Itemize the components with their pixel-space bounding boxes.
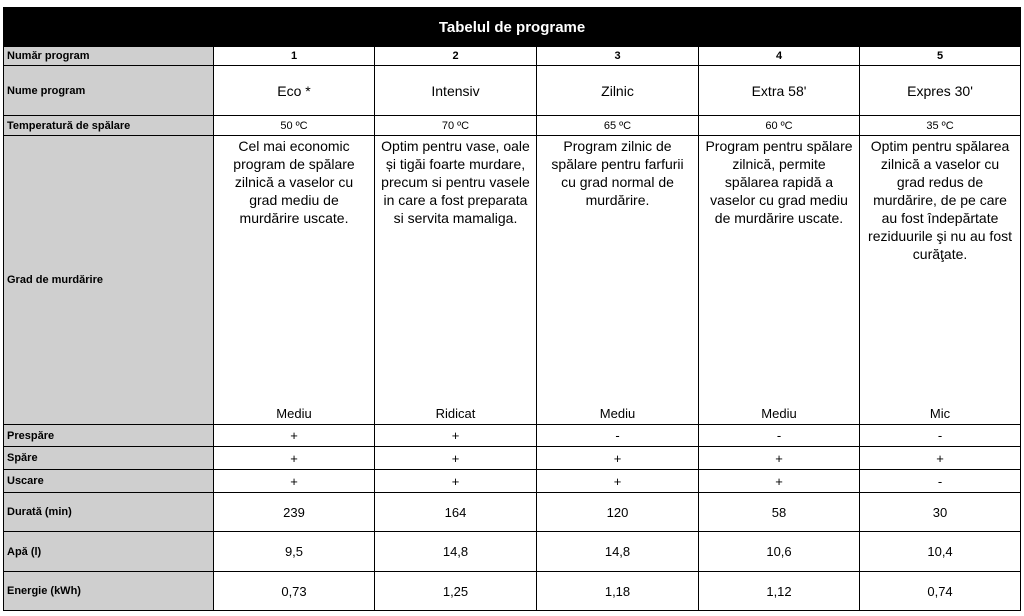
program-number-cell: 2 <box>375 47 537 66</box>
water-cell: 14,8 <box>375 532 537 572</box>
program-number-cell: 1 <box>214 47 375 66</box>
program-name-cell: Zilnic <box>537 66 699 116</box>
energy-cell: 1,25 <box>375 572 537 611</box>
energy-cell: 1,12 <box>699 572 860 611</box>
dry-cell: - <box>860 470 1021 493</box>
temperature-cell: 35 ºC <box>860 116 1021 136</box>
row-label-energie: Energie (kWh) <box>4 572 214 611</box>
duration-cell: 164 <box>375 493 537 532</box>
table-row-uscare <box>4 470 1021 493</box>
energy-cell: 0,73 <box>214 572 375 611</box>
soil-description-cell: Program zilnic de spălare pentru farfurii cu grad normal de murdărire. <box>537 136 699 403</box>
row-label-numar-program: Număr program <box>4 47 214 66</box>
prewash-cell: - <box>699 425 860 447</box>
wash-cell: + <box>699 447 860 470</box>
dry-cell: + <box>214 470 375 493</box>
water-cell: 9,5 <box>214 532 375 572</box>
program-table-container <box>3 7 1020 611</box>
wash-cell: + <box>214 447 375 470</box>
program-name-cell: Eco * <box>214 66 375 116</box>
program-number-cell: 3 <box>537 47 699 66</box>
table-row-apa <box>4 532 1021 572</box>
duration-cell: 239 <box>214 493 375 532</box>
program-name-cell: Expres 30' <box>860 66 1021 116</box>
prewash-cell: - <box>860 425 1021 447</box>
table-row-prespalare <box>4 425 1021 447</box>
soil-level-cell: Mediu <box>699 403 860 425</box>
table-row-durata <box>4 493 1021 532</box>
row-label-spalare: Spăre <box>4 447 214 470</box>
row-label-nume-program: Nume program <box>4 66 214 116</box>
table-row-numar-program <box>4 47 1021 66</box>
dry-cell: + <box>699 470 860 493</box>
soil-level-cell: Mediu <box>537 403 699 425</box>
duration-cell: 58 <box>699 493 860 532</box>
table-row-grad-murdarire-desc <box>4 136 1021 403</box>
row-label-prespalare: Prespăre <box>4 425 214 447</box>
row-label-durata: Durată (min) <box>4 493 214 532</box>
duration-cell: 30 <box>860 493 1021 532</box>
water-cell: 10,4 <box>860 532 1021 572</box>
table-title: Tabelul de programe <box>4 8 1021 47</box>
wash-cell: + <box>860 447 1021 470</box>
soil-description-cell: Cel mai economic program de spălare zilnică a vaselor cu grad mediu de murdărire uscate. <box>214 136 375 403</box>
temperature-cell: 70 ºC <box>375 116 537 136</box>
table-title-row <box>4 8 1021 47</box>
table-row-spalare <box>4 447 1021 470</box>
temperature-cell: 65 ºC <box>537 116 699 136</box>
prewash-cell: + <box>375 425 537 447</box>
table-row-nume-program <box>4 66 1021 116</box>
soil-level-cell: Ridicat <box>375 403 537 425</box>
row-label-temperatura: Temperatură de spălare <box>4 116 214 136</box>
program-number-cell: 4 <box>699 47 860 66</box>
program-name-cell: Extra 58' <box>699 66 860 116</box>
row-label-grad-murdarire: Grad de murdărire <box>4 136 214 425</box>
energy-cell: 1,18 <box>537 572 699 611</box>
dry-cell: + <box>537 470 699 493</box>
water-cell: 14,8 <box>537 532 699 572</box>
program-number-cell: 5 <box>860 47 1021 66</box>
row-label-uscare: Uscare <box>4 470 214 493</box>
dry-cell: + <box>375 470 537 493</box>
temperature-cell: 60 ºC <box>699 116 860 136</box>
soil-level-cell: Mediu <box>214 403 375 425</box>
water-cell: 10,6 <box>699 532 860 572</box>
soil-description-cell: Program pentru spălare zilnică, permite spălarea rapidă a vaselor cu grad mediu de murdărire uscate. <box>699 136 860 403</box>
row-label-apa: Apă (l) <box>4 532 214 572</box>
prewash-cell: + <box>214 425 375 447</box>
energy-cell: 0,74 <box>860 572 1021 611</box>
program-table <box>3 7 1021 611</box>
table-row-energie <box>4 572 1021 611</box>
soil-description-cell: Optim pentru spălarea zilnică a vaselor cu grad redus de murdărire, de pe care au fost ȋndepărtate reziduurile şi nu au fost curăţate. <box>860 136 1021 403</box>
soil-level-cell: Mic <box>860 403 1021 425</box>
prewash-cell: - <box>537 425 699 447</box>
soil-description-cell: Optim pentru vase, oale și tigăi foarte murdare, precum si pentru vasele in care a fost preparata si servita mamaliga. <box>375 136 537 403</box>
wash-cell: + <box>537 447 699 470</box>
table-row-temperatura <box>4 116 1021 136</box>
program-name-cell: Intensiv <box>375 66 537 116</box>
wash-cell: + <box>375 447 537 470</box>
temperature-cell: 50 ºC <box>214 116 375 136</box>
duration-cell: 120 <box>537 493 699 532</box>
